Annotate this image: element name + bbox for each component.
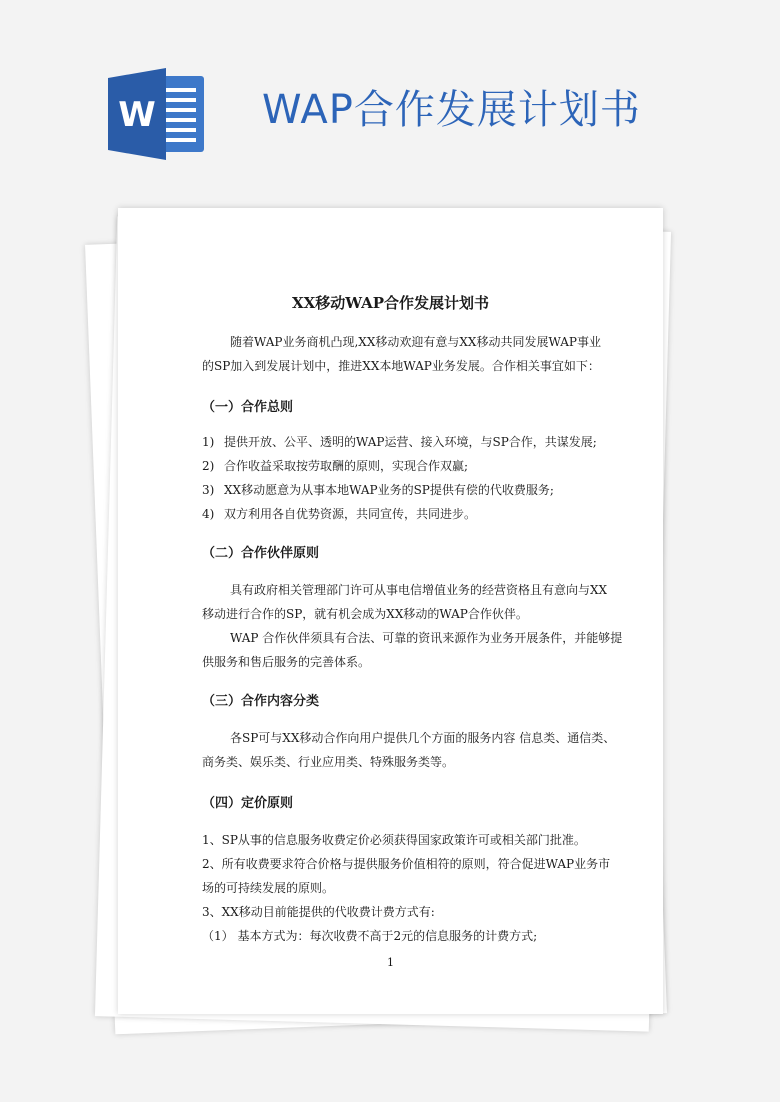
page-number: 1 <box>387 956 394 969</box>
svg-text:W: W <box>118 95 156 135</box>
paragraph-line: 具有政府相关管理部门许可从事电信增值业务的经营资格且有意向与XX <box>230 583 608 597</box>
document-page <box>118 208 663 1014</box>
section-heading: （四）定价原则 <box>202 796 294 811</box>
paragraph-line: 场的可持续发展的原则。 <box>202 881 335 895</box>
list-item: 4) 双方利用各自优势资源，共同宣传，共同进步。 <box>202 507 477 521</box>
paragraph-line: 2、所有收费要求符合价格与提供服务价值相符的原则，符合促进WAP业务市 <box>202 857 611 871</box>
paragraph-line: WAP 合作伙伴须具有合法、可靠的资讯来源作为业务开展条件，并能够提 <box>230 631 623 645</box>
banner-title: WAP合作发展计划书 <box>262 87 641 133</box>
word-icon <box>108 68 208 160</box>
section-heading: （二）合作伙伴原则 <box>202 546 320 561</box>
intro-line: 的SP加入到发展计划中，推进XX本地WAP业务发展。合作相关事宜如下： <box>202 359 600 373</box>
section-heading: （三）合作内容分类 <box>202 694 320 709</box>
intro-line: 随着WAP业务商机凸现,XX移动欢迎有意与XX移动共同发展WAP事业 <box>230 335 601 349</box>
paragraph-line: 商务类、娱乐类、行业应用类、特殊服务类等。 <box>202 755 455 769</box>
document-title: XX移动WAP合作发展计划书 <box>291 294 490 312</box>
paragraph-line: 1、SP从事的信息服务收费定价必须获得国家政策许可或相关部门批准。 <box>202 833 586 847</box>
paragraph-line: 供服务和售后服务的完善体系。 <box>202 655 371 669</box>
section-heading: （一）合作总则 <box>202 400 294 415</box>
paragraph-line: （1） 基本方式为：每次收费不高于2元的信息服务的计费方式; <box>202 929 538 943</box>
list-item: 1) 提供开放、公平、透明的WAP运营、接入环境，与SP合作，共谋发展; <box>202 435 597 449</box>
banner-header <box>0 0 780 200</box>
paragraph-line: 各SP可与XX移动合作向用户提供几个方面的服务内容 信息类、通信类、 <box>230 731 616 745</box>
paragraph-line: 移动进行合作的SP，就有机会成为XX移动的WAP合作伙伴。 <box>202 607 528 621</box>
list-item: 3) XX移动愿意为从事本地WAP业务的SP提供有偿的代收费服务; <box>202 483 554 497</box>
list-item: 2) 合作收益采取按劳取酬的原则，实现合作双赢; <box>202 459 469 473</box>
paragraph-line: 3、XX移动目前能提供的代收费计费方式有: <box>202 905 435 919</box>
